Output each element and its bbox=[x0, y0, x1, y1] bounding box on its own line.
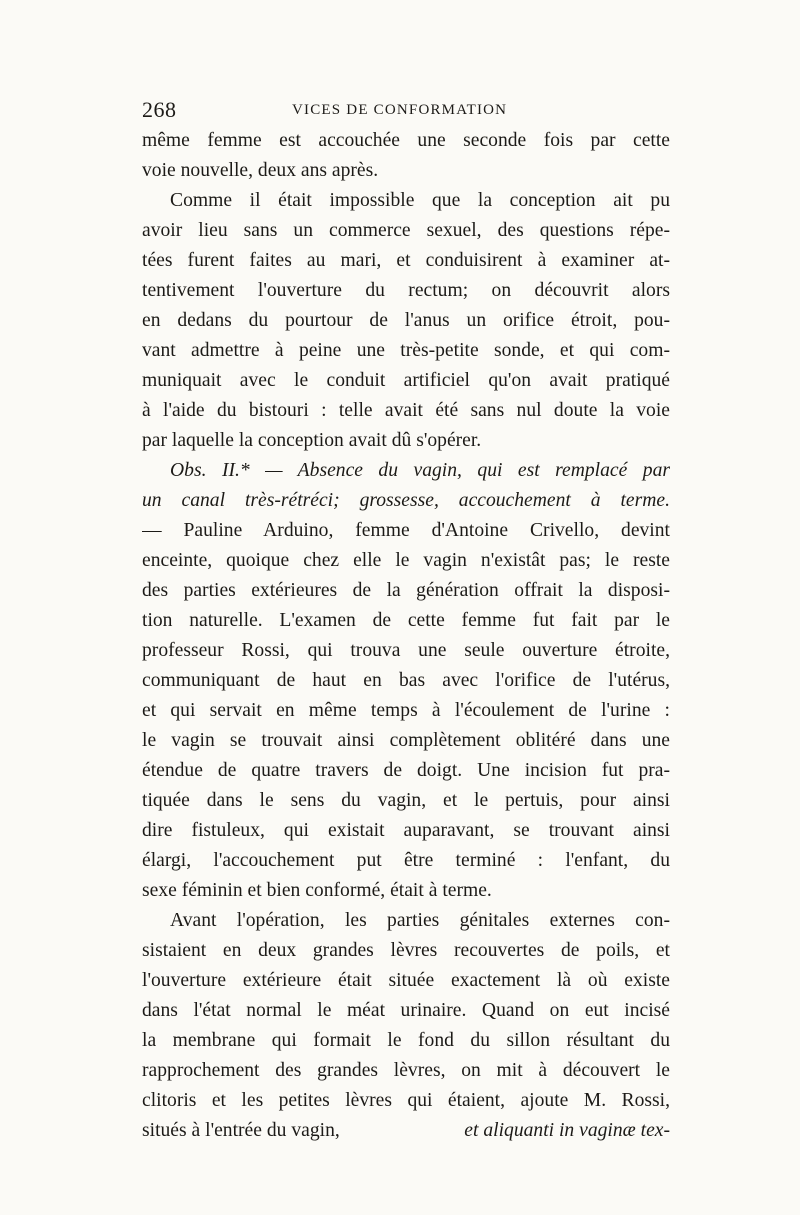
text-line-mixed bbox=[142, 1116, 670, 1146]
text-line: sistaient en deux grandes lèvres recouvertes de poils, et bbox=[142, 940, 670, 961]
text-line: clitoris et les petites lèvres qui étaient, ajoute M. Rossi, bbox=[142, 1090, 670, 1111]
running-title: VICES DE CONFORMATION bbox=[292, 102, 508, 118]
text-line: dans l'état normal le méat urinaire. Quand on eut incisé bbox=[142, 1000, 670, 1021]
text-line: étendue de quatre travers de doigt. Une incision fut pra- bbox=[142, 760, 670, 781]
text-line: par laquelle la conception avait dû s'opérer. bbox=[142, 430, 482, 451]
text-line: et qui servait en même temps à l'écoulement de l'urine : bbox=[142, 700, 670, 721]
text-line: rapprochement des grandes lèvres, on mit à découvert le bbox=[142, 1060, 670, 1081]
text-line: l'ouverture extérieure était située exactement là où existe bbox=[142, 970, 670, 991]
text-line: en dedans du pourtour de l'anus un orifice étroit, pou- bbox=[142, 310, 670, 331]
text-line: la membrane qui formait le fond du sillon résultant du bbox=[142, 1030, 670, 1051]
latin-quote-segment: et aliquanti in vaginæ tex- bbox=[464, 1120, 670, 1141]
text-line: vant admettre à peine une très-petite sonde, et qui com- bbox=[142, 340, 670, 361]
text-line: dire fistuleux, qui existait auparavant, se trouvant ainsi bbox=[142, 820, 670, 841]
text-line: tiquée dans le sens du vagin, et le pertuis, pour ainsi bbox=[142, 790, 670, 811]
observation-heading: un canal très-rétréci; grossesse, accouchement à terme. bbox=[142, 490, 670, 511]
text-line: tentivement l'ouverture du rectum; on découvrit alors bbox=[142, 280, 670, 301]
page-number: 268 bbox=[142, 97, 177, 122]
text-line: tées furent faites au mari, et conduisirent à examiner at- bbox=[142, 250, 670, 271]
page-header bbox=[142, 96, 672, 124]
observation-heading: Obs. II.* — Absence du vagin, qui est remplacé par bbox=[170, 460, 670, 481]
text-line: à l'aide du bistouri : telle avait été sans nul doute la voie bbox=[142, 400, 670, 421]
text-line: élargi, l'accouchement put être terminé : l'enfant, du bbox=[142, 850, 670, 871]
text-segment: situés à l'entrée du vagin, bbox=[142, 1120, 340, 1141]
text-line: muniquait avec le conduit artificiel qu'on avait pratiqué bbox=[142, 370, 670, 391]
text-line: Comme il était impossible que la conception ait pu bbox=[170, 190, 670, 211]
text-line: communiquant de haut en bas avec l'orifice de l'utérus, bbox=[142, 670, 670, 691]
text-line: des parties extérieures de la génération offrait la disposi- bbox=[142, 580, 670, 601]
text-line: le vagin se trouvait ainsi complètement oblitéré dans une bbox=[142, 730, 670, 751]
text-line: Avant l'opération, les parties génitales externes con- bbox=[170, 910, 670, 931]
text-line: même femme est accouchée une seconde fois par cette bbox=[142, 130, 670, 151]
text-line: voie nouvelle, deux ans après. bbox=[142, 160, 379, 181]
text-line: tion naturelle. L'examen de cette femme fut fait par le bbox=[142, 610, 670, 631]
text-line: — Pauline Arduino, femme d'Antoine Crivello, devint bbox=[142, 520, 670, 541]
text-line: enceinte, quoique chez elle le vagin n'existât pas; le reste bbox=[142, 550, 670, 571]
text-line: avoir lieu sans un commerce sexuel, des questions répe- bbox=[142, 220, 670, 241]
text-line: sexe féminin et bien conformé, était à terme. bbox=[142, 880, 492, 901]
text-body bbox=[142, 126, 670, 1141]
text-line: professeur Rossi, qui trouva une seule ouverture étroite, bbox=[142, 640, 670, 661]
